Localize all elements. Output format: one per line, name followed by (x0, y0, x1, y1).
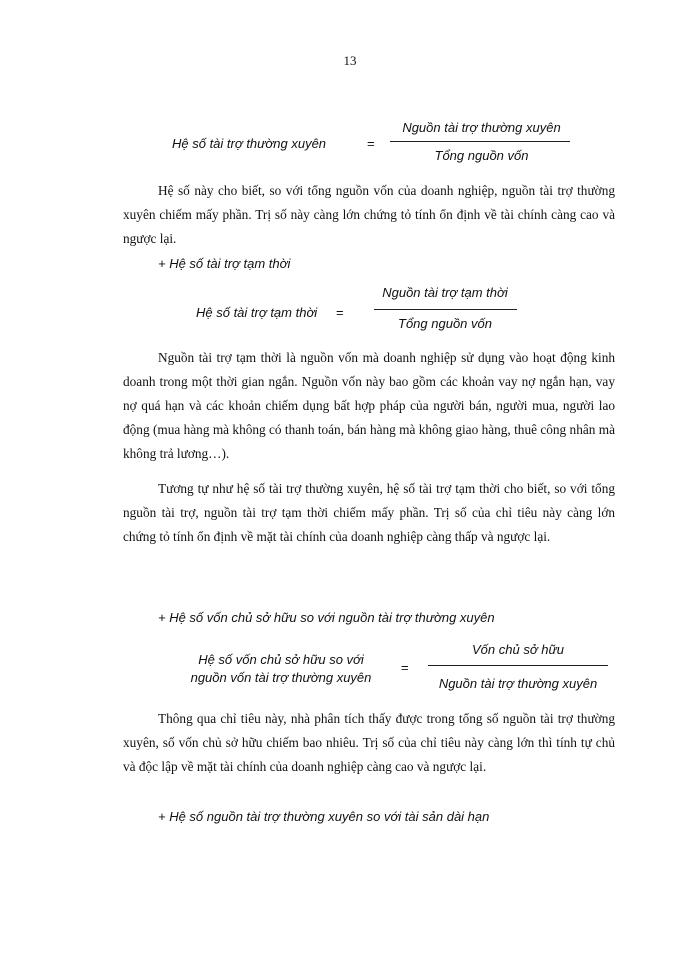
paragraph-4: Thông qua chỉ tiêu này, nhà phân tích thấy được trong tổng số nguồn tài trợ thường xuyên, số vốn chủ sở hữu chiếm bao nhiêu. Trị số của chỉ tiêu này càng lớn thì tính tự chủ và độc lập về mặt tài chính của doanh nghiệp càng cao và ngược lại. (123, 711, 615, 774)
formula2-label: Hệ số tài trợ tạm thời (196, 305, 318, 320)
formula1-fraction-bar (390, 141, 570, 142)
heading-equity-ratio: + Hệ số vốn chủ sở hữu so với nguồn tài trợ thường xuyên (158, 610, 495, 625)
formula1-numerator: Nguồn tài trợ thường xuyên (402, 120, 561, 135)
formula3-label (180, 651, 382, 687)
heading-long-term-assets: + Hệ số nguồn tài trợ thường xuyên so với tài sản dài hạn (158, 809, 490, 824)
heading-temporary-financing: + Hệ số tài trợ tạm thời (158, 256, 291, 271)
formula2-numerator: Nguồn tài trợ tạm thời (382, 285, 508, 300)
formula2-denominator: Tổng nguồn vốn (398, 316, 492, 331)
paragraph-2: Nguồn tài trợ tạm thời là nguồn vốn mà doanh nghiệp sử dụng vào hoạt động kinh doanh trong một thời gian ngắn. Nguồn vốn này bao gồm các khoản vay nợ ngắn hạn, vay nợ quá hạn và các khoản chiếm dụng bất hợp pháp của người bán, người mua, người lao động (mua hàng mà không có thanh toán, bán hàng mà không giao hàng, thuê công nhân mà không trả lương…). (123, 350, 615, 461)
formula1-denominator: Tổng nguồn vốn (434, 148, 529, 163)
formula3-denominator: Nguồn tài trợ thường xuyên (438, 676, 598, 691)
paragraph-3: Tương tự như hệ số tài trợ thường xuyên, hệ số tài trợ tạm thời cho biết, so với tổng nguồn tài trợ, nguồn tài trợ tạm thời chiếm mấy phần. Trị số của chỉ tiêu này càng lớn chứng tỏ tính ổn định về mặt tài chính của doanh nghiệp càng thấp và ngược lại. (123, 481, 615, 544)
formula2-equals: = (336, 305, 344, 320)
formula3-equals: = (401, 660, 409, 675)
paragraph-1: Hệ số này cho biết, so với tổng nguồn vốn của doanh nghiệp, nguồn tài trợ thường xuyên chiếm mấy phần. Trị số này càng lớn chứng tỏ tính ổn định về tài chính càng cao và ngược lại. (123, 183, 615, 246)
formula2-fraction-bar (374, 309, 517, 310)
formula3-fraction-bar (428, 665, 608, 666)
formula1-equals: = (367, 136, 375, 151)
formula3-label-line1: Hệ số vốn chủ sở hữu so với (198, 652, 364, 667)
formula3-label-line2: nguồn vốn tài trợ thường xuyên (190, 670, 372, 685)
formula1-label: Hệ số tài trợ thường xuyên (172, 136, 327, 151)
formula3-numerator: Vốn chủ sở hữu (472, 642, 564, 657)
page-number: 13 (343, 53, 357, 68)
